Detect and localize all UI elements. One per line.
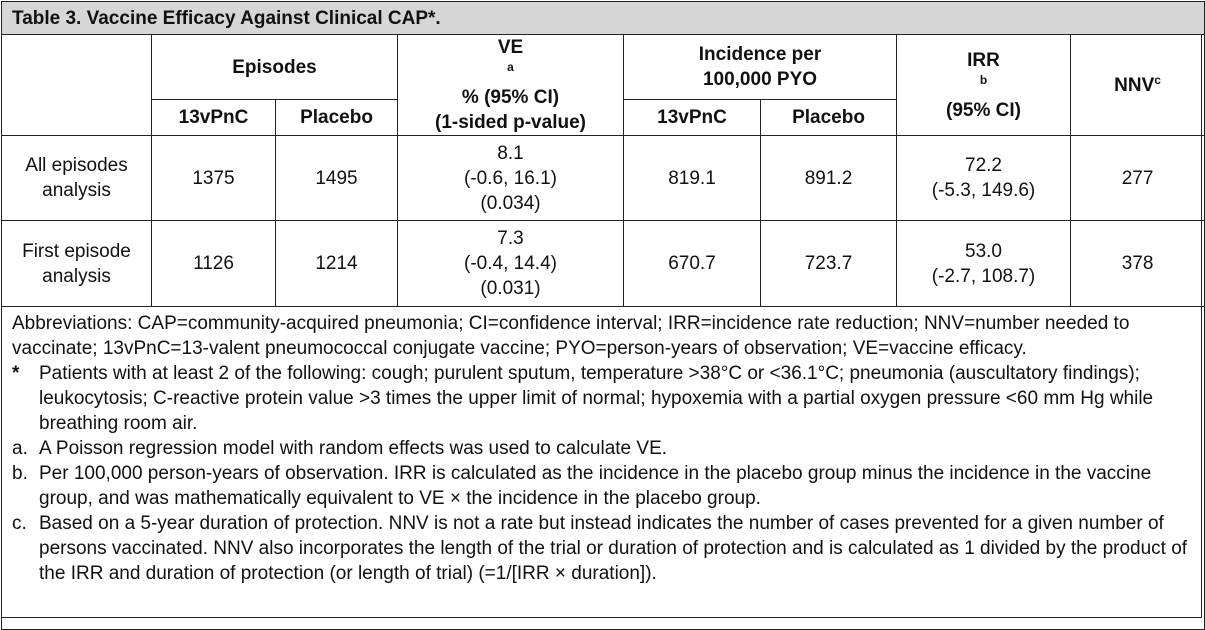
incidence-header-line1: Incidence per	[698, 44, 822, 66]
ve-cell	[398, 136, 624, 221]
footnote-b-text: Per 100,000 person-years of observation. IRR is calculated as the incidence in the placebo group minus the incidence in the vaccine group, and was mathematically equivalent to VE × the incidence in the placebo group.	[39, 463, 1152, 509]
footnote-c	[12, 511, 1198, 586]
episodes-placebo-cell: 1495	[276, 136, 398, 221]
table-title: Table 3. Vaccine Efficacy Against Clinical CAP*.	[2, 2, 1205, 35]
irr-value: 53.0	[965, 240, 1002, 262]
incidence-13vpnc-cell: 670.7	[624, 221, 761, 307]
episodes-placebo-cell: 1214	[276, 221, 398, 307]
nnv-header-footnote: c	[1154, 72, 1161, 87]
nnv-header-label: NNV	[1114, 74, 1155, 96]
table-row	[2, 136, 1205, 221]
footnote-b-mark: b.	[12, 463, 28, 484]
irr-header-footnote: b	[979, 72, 988, 87]
nnv-cell: 277	[1071, 136, 1205, 221]
irr-header-label: IRR	[967, 49, 1000, 71]
row-label-line2: analysis	[42, 265, 111, 287]
incidence-13vpnc-header: 13vPnC	[624, 100, 761, 136]
row-label	[2, 136, 152, 221]
ve-value: 8.1	[497, 142, 524, 164]
nnv-header	[1071, 35, 1205, 136]
irr-ci: (-2.7, 108.7)	[931, 265, 1036, 287]
ve-header-label: VE	[497, 37, 524, 58]
footnote-b	[12, 461, 1198, 511]
irr-header	[897, 35, 1071, 136]
ve-header	[398, 35, 624, 136]
irr-cell	[897, 136, 1071, 221]
vaccine-efficacy-table	[1, 1, 1205, 630]
irr-ci: (-5.3, 149.6)	[931, 180, 1036, 201]
footnote-star-text: Patients with at least 2 of the following: cough; purulent sputum, temperature >38°C or <36.1°C; pneumonia (auscultatory findings); leukocytosis; C-reactive protein value >3 times the upper limit of normal; hypoxemia with a partial oxygen pressure <60 mm Hg while breathing room air.	[39, 363, 1154, 434]
abbreviations-note: Abbreviations: CAP=community-acquired pneumonia; CI=confidence interval; IRR=incidence rate reduction; NNV=number needed to vaccinate; 13vPnC=13-valent pneumococcal conjugate vaccine; PYO=person-years of observation; VE=vaccine efficacy.	[12, 313, 1130, 359]
ve-value: 7.3	[497, 228, 524, 249]
table-footnotes	[2, 307, 1205, 630]
incidence-13vpnc-cell: 819.1	[624, 136, 761, 221]
footnote-c-mark: c.	[12, 513, 27, 534]
ve-pvalue: (0.031)	[480, 278, 541, 299]
ve-ci: (-0.6, 16.1)	[464, 167, 557, 189]
footnote-a-mark: a.	[12, 438, 28, 459]
incidence-placebo-cell: 723.7	[761, 221, 897, 307]
footnote-c-text: Based on a 5-year duration of protection. NNV is not a rate but instead indicates the number of cases prevented for a given number of persons vaccinated. NNV also incorporates the length of the trial or duration of protection and is calculated as 1 divided by the product of the IRR and duration of protection (or length of trial) (=1/[IRR × duration]).	[39, 513, 1188, 584]
nnv-cell: 378	[1071, 221, 1205, 307]
row-label-line1: All episodes	[25, 155, 128, 176]
row-label-header	[2, 35, 152, 136]
episodes-placebo-header: Placebo	[276, 100, 398, 136]
incidence-placebo-header: Placebo	[761, 100, 897, 136]
incidence-placebo-cell: 891.2	[761, 136, 897, 221]
footnote-a-text: A Poisson regression model with random effects was used to calculate VE.	[39, 438, 668, 459]
irr-header-ci: (95% CI)	[946, 99, 1021, 121]
episodes-13vpnc-cell: 1375	[152, 136, 276, 221]
row-label	[2, 221, 152, 307]
episodes-header: Episodes	[152, 35, 398, 100]
incidence-header	[624, 35, 897, 100]
ve-pvalue: (0.034)	[480, 192, 541, 214]
row-label-line1: First episode	[22, 240, 131, 262]
footnote-star	[12, 361, 1198, 436]
incidence-header-line2: 100,000 PYO	[702, 69, 818, 91]
table-row	[2, 221, 1205, 307]
ve-header-ci: % (95% CI)	[461, 87, 560, 108]
irr-value: 72.2	[965, 155, 1002, 176]
footnote-a	[12, 436, 1198, 461]
ve-header-footnote: a	[507, 60, 514, 74]
episodes-13vpnc-header: 13vPnC	[152, 100, 276, 136]
row-label-line2: analysis	[42, 180, 111, 201]
ve-ci: (-0.4, 14.4)	[464, 253, 557, 274]
episodes-13vpnc-cell: 1126	[152, 221, 276, 307]
ve-cell	[398, 221, 624, 307]
ve-header-pvalue: (1-sided p-value)	[435, 112, 586, 133]
footnote-star-mark: *	[12, 363, 20, 384]
irr-cell	[897, 221, 1071, 307]
